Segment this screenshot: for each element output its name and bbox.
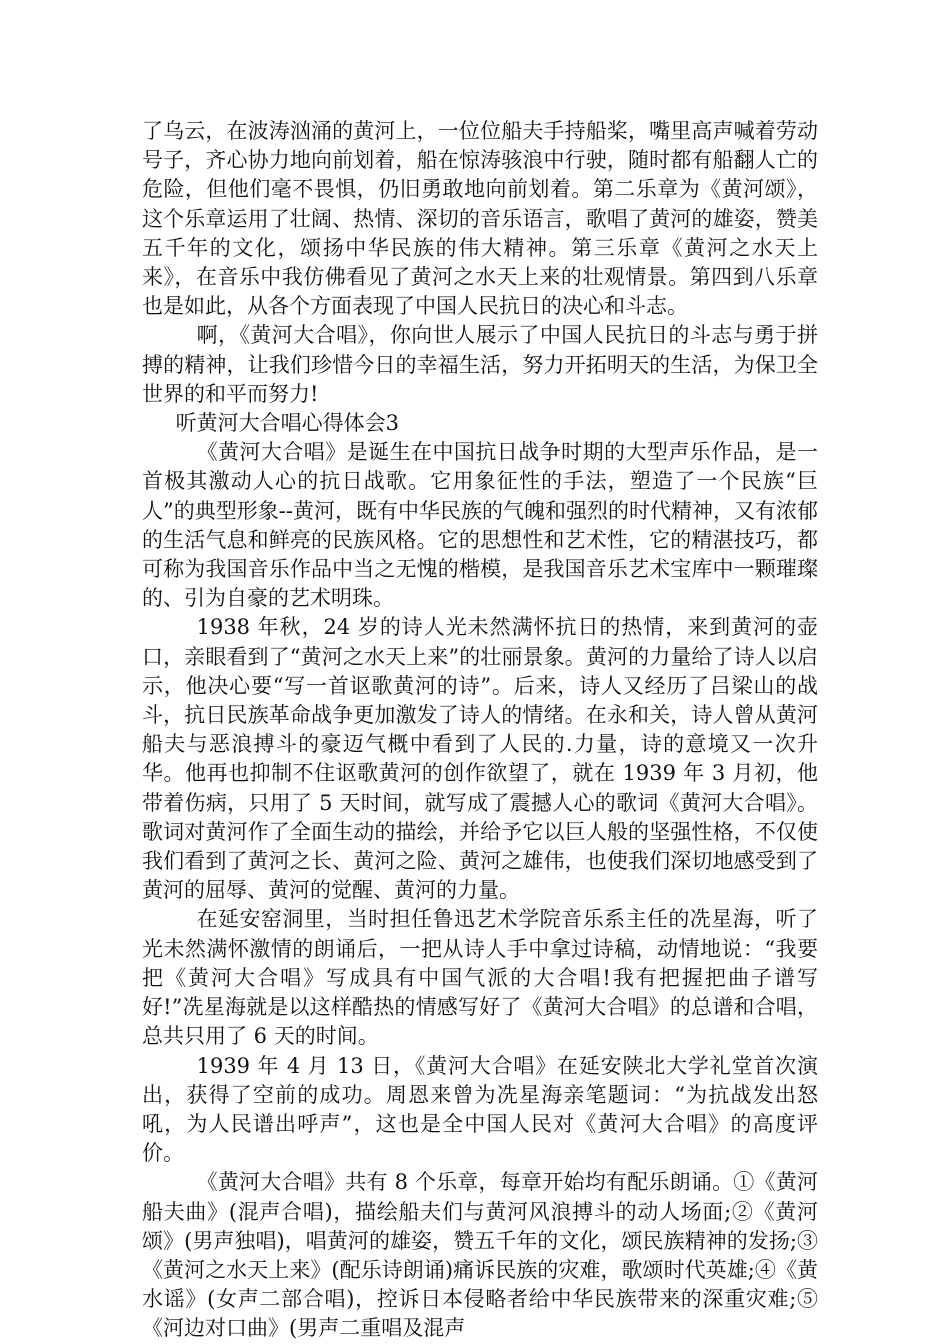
paragraph-continued: 了乌云，在波涛汹涌的黄河上，一位位船夫手持船桨，嘴里高声喊着劳动号子，齐心协力地向前划着，船在惊涛骇浪中行驶，随时都有船翻人亡的危险，但他们毫不畏惧，仍旧勇敢地向前划着。第二乐章为《黄河颂》，这个乐章运用了壮阔、热情、深切的音乐语言，歌唱了黄河的雄姿，赞美五千年的文化，颂扬中华民族的伟大精神。第三乐章《黄河之水天上来》，在音乐中我仿佛看见了黄河之水天上来的壮观情景。第四到八乐章也是如此，从各个方面表现了中国人民抗日的决心和斗志。 (142, 119, 818, 319)
document-page (142, 117, 818, 1344)
paragraph-intro: 《黄河大合唱》是诞生在中国抗日战争时期的大型声乐作品，是一首极其激动人心的抗日战歌。它用象征性的手法，塑造了一个民族“巨人”的典型形象--黄河，既有中华民族的气魄和强烈的时代精神，又有浓郁的生活气息和鲜亮的民族风格。它的思想性和艺术性，它的精湛技巧，都可称为我国音乐作品中当之无愧的楷模，是我国音乐艺术宝库中一颗璀璨的、引为自豪的艺术明珠。 (142, 440, 818, 611)
section-heading: 听黄河大合唱心得体会3 (175, 411, 399, 436)
paragraph-closing: 啊，《黄河大合唱》，你向世人展示了中国人民抗日的斗志与勇于拼搏的精神，让我们珍惜今日的幸福生活，努力开拓明天的生活，为保卫全世界的和平而努力! (142, 323, 818, 406)
paragraph-1938: 1938 年秋，24 岁的诗人光未然满怀抗日的热情，来到黄河的壶口，亲眼看到了“黄河之水天上来”的壮丽景象。黄河的力量给了诗人以启示，他决心要“写一首讴歌黄河的诗”。后来，诗人又经历了吕梁山的战斗，抗日民族革命战争更加激发了诗人的情绪。在永和关，诗人曾从黄河船夫与恶浪搏斗的豪迈气概中看到了人民的.力量，诗的意境又一次升华。他再也抑制不住讴歌黄河的创作欲望了，就在 1939 年 3 月初，他带着伤病，只用了 5 天时间，就写成了震撼人心的歌词《黄河大合唱》。歌词对黄河作了全面生动的描绘，并给予它以巨人般的坚强性格，不仅使我们看到了黄河之长、黄河之险、黄河之雄伟，也使我们深切地感受到了黄河的屈辱、黄河的觉醒、黄河的力量。 (142, 615, 818, 903)
paragraph-premiere: 1939 年 4 月 13 日，《黄河大合唱》在延安陕北大学礼堂首次演出，获得了空前的成功。周恩来曾为冼星海亲笔题词：“为抗战发出怒吼，为人民谱出呼声”，这也是全中国人民对《黄河大合唱》的高度评价。 (142, 1053, 818, 1166)
paragraph-movements: 《黄河大合唱》共有 8 个乐章，每章开始均有配乐朗诵。①《黄河船夫曲》(混声合唱)，描绘船夫们与黄河风浪搏斗的动人场面;②《黄河颂》(男声独唱)，唱黄河的雄姿，赞五千年的文化，颂民族精神的发扬;③《黄河之水天上来》(配乐诗朗诵)痛诉民族的灾难，歌颂时代英雄;④《黄水谣》(女声二部合唱)，控诉日本侵略者给中华民族带来的深重灾难;⑤《河边对口曲》(男声二重唱及混声 (142, 1170, 818, 1341)
paragraph-yanan: 在延安窑洞里，当时担任鲁迅艺术学院音乐系主任的冼星海，听了光未然满怀激情的朗诵后，一把从诗人手中拿过诗稿，动情地说：“我要把《黄河大合唱》写成具有中国气派的大合唱!我有把握把曲子谱写好!”冼星海就是以这样酷热的情感写好了《黄河大合唱》的总谱和合唱，总共只用了 6 天的时间。 (142, 907, 818, 1049)
